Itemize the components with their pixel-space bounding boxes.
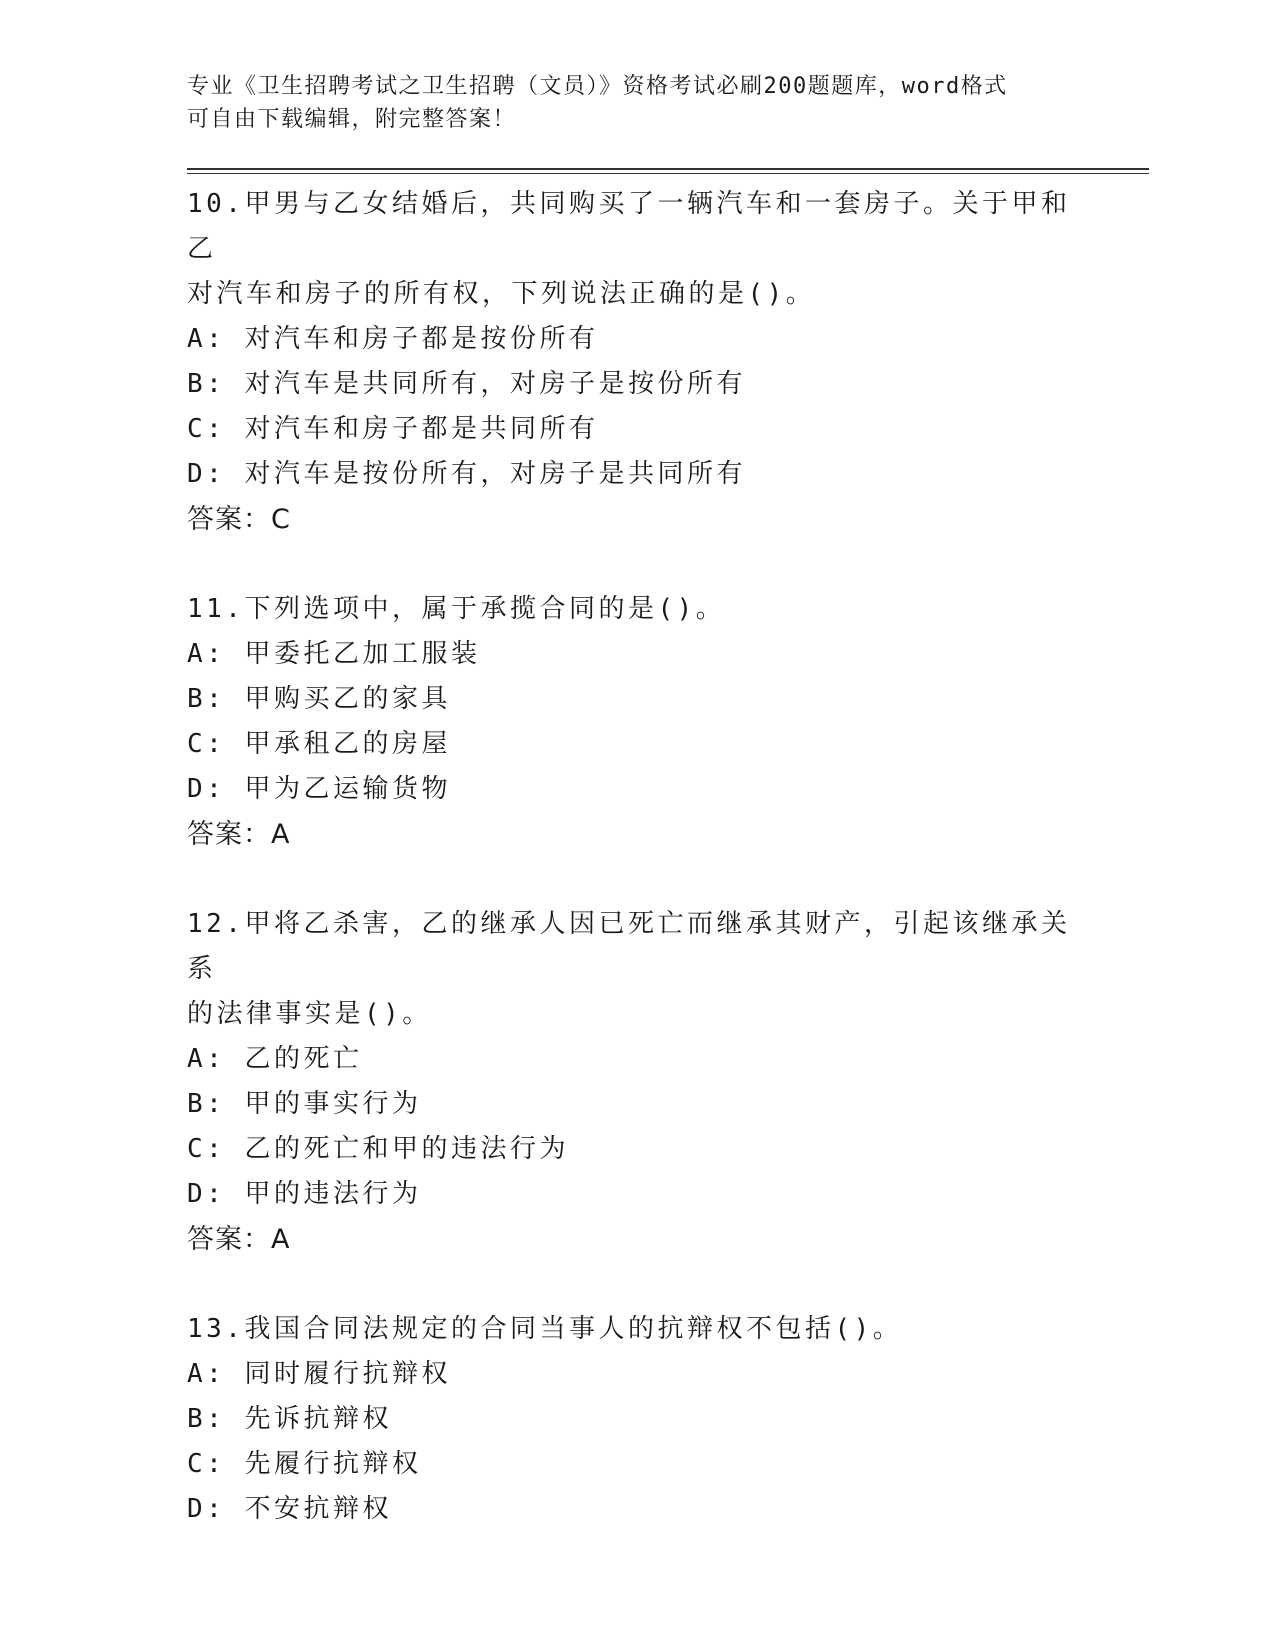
answer: 答案：A: [187, 819, 291, 850]
question-13: [187, 1307, 1147, 1532]
question-stem-line: 对汽车和房子的所有权，下列说法正确的是()。: [187, 279, 816, 309]
option-a: A: 甲委托乙加工服装: [187, 639, 481, 669]
question-stem-line: 11.下列选项中，属于承揽合同的是()。: [187, 594, 726, 624]
question-10: [187, 182, 1147, 542]
header-line-1: 专业《卫生招聘考试之卫生招聘（文员）》资格考试必刷200题题库，word格式: [187, 74, 1008, 99]
question-12: [187, 902, 1147, 1262]
option-d: D: 对汽车是按份所有，对房子是共同所有: [187, 459, 746, 489]
question-stem: [187, 182, 1087, 317]
option-b: B: 对汽车是共同所有，对房子是按份所有: [187, 369, 746, 399]
document-header: [187, 70, 1067, 136]
option-c: C: 甲承租乙的房屋: [187, 729, 451, 759]
option-b: B: 甲购买乙的家具: [187, 684, 451, 714]
header-line-2: 可自由下载编辑，附完整答案！: [187, 107, 517, 132]
option-a: A: 同时履行抗辩权: [187, 1359, 451, 1389]
question-stem-line: 13.我国合同法规定的合同当事人的抗辩权不包括()。: [187, 1314, 903, 1344]
question-stem: [187, 902, 1087, 1037]
option-b: B: 先诉抗辩权: [187, 1404, 392, 1434]
question-stem-line: 10.甲男与乙女结婚后，共同购买了一辆汽车和一套房子。关于甲和乙: [187, 189, 1071, 264]
option-a: A: 对汽车和房子都是按份所有: [187, 324, 599, 354]
option-c: C: 乙的死亡和甲的违法行为: [187, 1134, 569, 1164]
option-d: D: 甲的违法行为: [187, 1179, 422, 1209]
option-c: C: 对汽车和房子都是共同所有: [187, 414, 599, 444]
option-d: D: 甲为乙运输货物: [187, 774, 451, 804]
header-divider: [187, 168, 1149, 174]
option-b: B: 甲的事实行为: [187, 1089, 422, 1119]
option-c: C: 先履行抗辩权: [187, 1449, 422, 1479]
option-d: D: 不安抗辩权: [187, 1494, 392, 1524]
document-page: [187, 70, 1147, 1532]
question-stem-line: 12.甲将乙杀害，乙的继承人因已死亡而继承其财产，引起该继承关系: [187, 909, 1071, 984]
question-list: [187, 182, 1147, 1532]
question-stem: [187, 587, 1087, 632]
option-a: A: 乙的死亡: [187, 1044, 363, 1074]
question-stem-line: 的法律事实是()。: [187, 999, 432, 1029]
question-11: [187, 587, 1147, 857]
answer: 答案：A: [187, 1224, 291, 1255]
question-stem: [187, 1307, 1087, 1352]
answer: 答案：C: [187, 504, 291, 535]
